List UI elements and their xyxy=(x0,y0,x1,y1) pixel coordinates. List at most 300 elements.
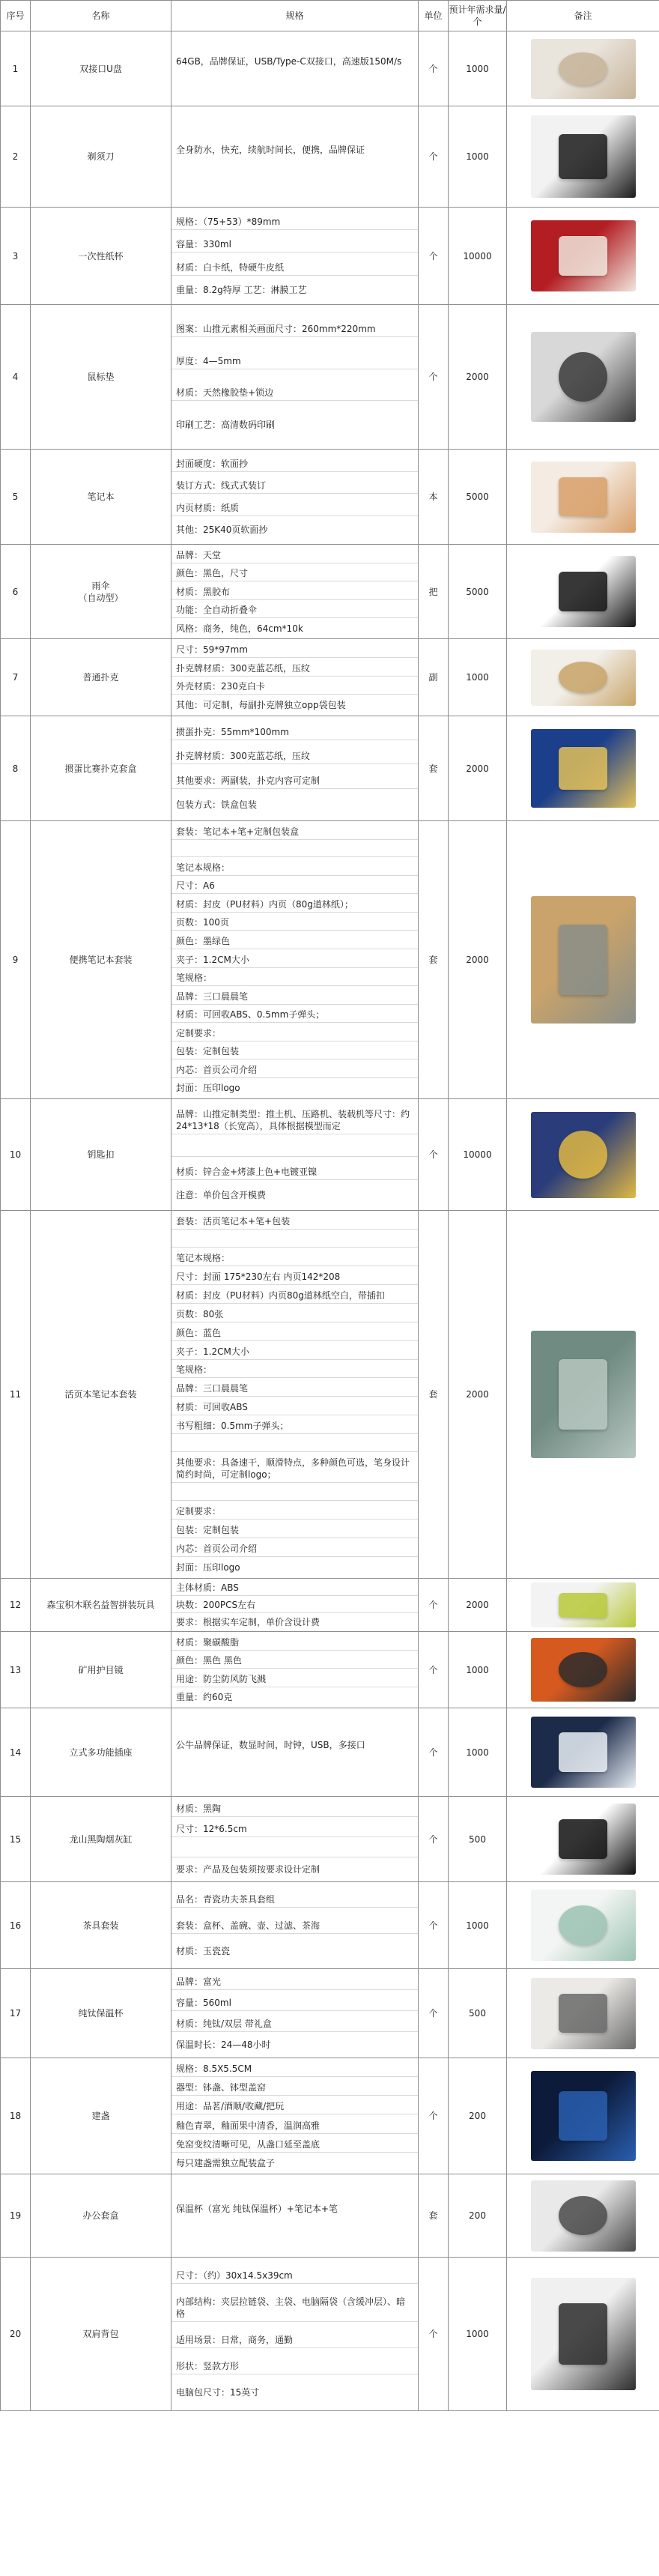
row-remark-image xyxy=(507,31,659,106)
row-name-text: 双接口U盘 xyxy=(79,63,122,74)
product-shape-icon xyxy=(559,2091,607,2141)
row-name-text: 剃须刀 xyxy=(87,151,115,162)
spec-line: 形状：竖款方形 xyxy=(171,2359,418,2374)
row-remark-image xyxy=(507,450,659,545)
row-remark-image xyxy=(507,821,659,1099)
spec-line: 重量：8.2g特厚 工艺：淋膜工艺 xyxy=(176,284,307,295)
spec-line: 笔规格： xyxy=(171,970,418,986)
spec-line: 容量：560ml xyxy=(171,1995,418,2011)
spec-line: 釉色青翠，釉面果中清香，温润高雅 xyxy=(171,2118,418,2134)
spec-line: 书写粗细：0.5mm子弹头； xyxy=(171,1418,418,1434)
product-shape-icon xyxy=(559,1131,607,1178)
row-seq: 3 xyxy=(1,208,31,305)
row-unit: 个 xyxy=(419,1099,449,1211)
row-qty: 500 xyxy=(449,1969,507,2058)
spec-line: 材质：封皮（PU材料）内页80g道林纸空白，带插扣 xyxy=(171,1288,418,1304)
row-qty: 1000 xyxy=(449,1708,507,1797)
header-remark: 备注 xyxy=(507,1,659,31)
paper-cup-photo xyxy=(531,220,636,291)
row-qty: 5000 xyxy=(449,450,507,545)
spec-line: 封面：压印logo xyxy=(176,1083,240,1094)
row-qty: 200 xyxy=(449,2058,507,2174)
table-row xyxy=(1,1099,659,1211)
row-name xyxy=(31,716,171,821)
product-shape-icon xyxy=(559,1732,607,1771)
goggles-photo xyxy=(531,1638,636,1702)
spec-line: 块数：200PCS左右 xyxy=(171,1597,418,1613)
header-spec: 规格 xyxy=(171,1,419,31)
spec-line: 扑克牌材质：300克蓝芯纸，压纹 xyxy=(171,749,418,764)
row-qty: 500 xyxy=(449,1797,507,1882)
row-unit: 套 xyxy=(419,2174,449,2258)
row-qty: 2000 xyxy=(449,305,507,450)
header-name: 名称 xyxy=(31,1,171,31)
row-name xyxy=(31,1882,171,1969)
header-qty: 预计年需求量/个 xyxy=(449,1,507,31)
spec-line: 其他：25K40页软面抄 xyxy=(176,524,268,536)
row-unit: 个 xyxy=(419,31,449,106)
row-name-text: 龙山黑陶烟灰缸 xyxy=(69,1833,133,1845)
row-spec xyxy=(171,1579,419,1632)
spec-line xyxy=(171,1437,418,1452)
spec-line: 功能：全自动折叠伞 xyxy=(171,602,418,618)
header-seq: 序号 xyxy=(1,1,31,31)
spec-line: 规格：8.5X5.5CM xyxy=(171,2061,418,2077)
spec-line: 外壳材质：230克白卡 xyxy=(171,679,418,695)
spec-line: 品牌：三口晨晨笔 xyxy=(171,989,418,1005)
product-shape-icon xyxy=(559,477,607,516)
spec-line: 封面硬度：软面抄 xyxy=(171,456,418,472)
row-seq: 16 xyxy=(1,1882,31,1969)
row-name-text: 鼠标垫 xyxy=(87,372,115,382)
product-shape-icon xyxy=(559,236,607,275)
row-name xyxy=(31,1632,171,1708)
spec-line: 规格：（75+53）*89mm xyxy=(171,214,418,230)
spec-line: 材质：聚碳酸脂 xyxy=(171,1635,418,1651)
row-name-text: 一次性纸杯 xyxy=(78,250,124,261)
spec-line: 品牌：富光 xyxy=(171,1974,418,1990)
row-seq: 17 xyxy=(1,1969,31,2058)
row-name-text: 活页本笔记本套装 xyxy=(64,1389,137,1400)
spec-line: 装订方式：线式式装订 xyxy=(171,478,418,494)
spec-line: 套装：盒杯、盖碗、壶、过滤、茶海 xyxy=(171,1918,418,1934)
spec-line: 其他要求：具备速干，顺滑特点，多种颜色可选，笔身设计简约时尚，可定制logo； xyxy=(171,1455,418,1483)
titanium-cup-photo xyxy=(531,1978,636,2049)
spec-line: 尺寸：（约）30x14.5x39cm xyxy=(171,2268,418,2284)
spec-line: 定制要求： xyxy=(171,1026,418,1041)
spec-line: 用途：防尘防风防飞溅 xyxy=(171,1672,418,1687)
row-spec xyxy=(171,450,419,545)
row-unit: 个 xyxy=(419,2258,449,2411)
spec-line: 尺寸：A6 xyxy=(171,878,418,894)
row-name xyxy=(31,1211,171,1579)
product-shape-icon xyxy=(559,925,607,995)
row-unit: 个 xyxy=(419,1579,449,1632)
row-qty: 10000 xyxy=(449,1099,507,1211)
row-name-text: 掼蛋比赛扑克套盒 xyxy=(64,763,137,774)
usb-drive-photo xyxy=(531,39,636,99)
table-row xyxy=(1,2058,659,2174)
row-remark-image xyxy=(507,2174,659,2258)
row-qty: 2000 xyxy=(449,716,507,821)
row-spec xyxy=(171,305,419,450)
row-name-text: 雨伞 （自动型） xyxy=(78,580,124,603)
row-name xyxy=(31,821,171,1099)
row-spec xyxy=(171,31,419,106)
spec-line: 印刷工艺：高清数码印刷 xyxy=(176,420,276,431)
row-remark-image xyxy=(507,208,659,305)
row-qty: 200 xyxy=(449,2174,507,2258)
row-seq: 8 xyxy=(1,716,31,821)
row-spec xyxy=(171,545,419,639)
row-remark-image xyxy=(507,305,659,450)
row-name xyxy=(31,2058,171,2174)
spec-line: 主体材质：ABS xyxy=(171,1580,418,1596)
jianzhan-bowl-photo xyxy=(531,2071,636,2161)
table-row xyxy=(1,1708,659,1797)
row-spec xyxy=(171,1969,419,2058)
product-shape-icon xyxy=(559,1359,607,1430)
row-unit: 个 xyxy=(419,1632,449,1708)
row-qty: 1000 xyxy=(449,2258,507,2411)
row-qty: 1000 xyxy=(449,1632,507,1708)
row-unit: 副 xyxy=(419,639,449,716)
row-qty: 2000 xyxy=(449,1579,507,1632)
row-seq: 12 xyxy=(1,1579,31,1632)
spec-line: 重量：约60克 xyxy=(176,1692,233,1703)
row-remark-image xyxy=(507,2058,659,2174)
spec-line xyxy=(171,1486,418,1501)
spec-line: 颜色：黑色，尺寸 xyxy=(171,566,418,581)
row-seq: 4 xyxy=(1,305,31,450)
row-spec xyxy=(171,2258,419,2411)
row-seq: 19 xyxy=(1,2174,31,2258)
spec-line: 每只建盏需独立配装盒子 xyxy=(176,2157,276,2168)
building-block-toy-photo xyxy=(531,1582,636,1627)
spec-line: 尺寸：59*97mm xyxy=(171,642,418,658)
table-row xyxy=(1,545,659,639)
spec-line: 注意：单价包含开模费 xyxy=(176,1190,267,1200)
spec-line: 材质：纯钛/双层 带礼盒 xyxy=(171,2016,418,2032)
row-spec xyxy=(171,106,419,208)
spec-line: 笔规格： xyxy=(171,1362,418,1378)
row-remark-image xyxy=(507,2258,659,2411)
spec-line: 材质：可回收ABS、0.5mm子弹头； xyxy=(171,1007,418,1023)
office-gift-box-photo xyxy=(531,2180,636,2252)
spec-line: 品牌：三口晨晨笔 xyxy=(171,1381,418,1397)
backpack-photo xyxy=(531,2278,636,2390)
row-name-text: 茶具套装 xyxy=(82,1920,119,1931)
spec-line: 材质：天然橡胶垫+锁边 xyxy=(171,385,418,401)
product-shape-icon xyxy=(559,2303,607,2365)
spec-line: 64GB，品牌保证，USB/Type-C双接口，高速版150M/s xyxy=(176,56,402,67)
row-unit: 套 xyxy=(419,821,449,1099)
row-name xyxy=(31,1969,171,2058)
row-name xyxy=(31,305,171,450)
spec-line: 掼蛋扑克：55mm*100mm xyxy=(171,725,418,740)
spec-line: 内芯：首页公司介绍 xyxy=(171,1062,418,1078)
spec-line: 材质：白卡纸，特硬牛皮纸 xyxy=(171,260,418,276)
row-seq: 11 xyxy=(1,1211,31,1579)
spec-line: 品名：青瓷功夫茶具套组 xyxy=(171,1892,418,1908)
table-row xyxy=(1,31,659,106)
row-unit: 本 xyxy=(419,450,449,545)
row-remark-image xyxy=(507,1099,659,1211)
row-unit: 个 xyxy=(419,1797,449,1882)
spec-line xyxy=(171,842,418,857)
spec-line: 要求：产品及包装须按要求设计定制 xyxy=(176,1863,321,1875)
spec-line: 免窑变纹清晰可见，从盏口延至盖底 xyxy=(171,2137,418,2153)
row-unit: 套 xyxy=(419,716,449,821)
spec-line: 风格：商务，纯色，64cm*10k xyxy=(176,623,303,634)
row-qty: 1000 xyxy=(449,639,507,716)
poker-cards-photo xyxy=(531,650,636,706)
row-seq: 18 xyxy=(1,2058,31,2174)
shaver-photo xyxy=(531,115,636,198)
row-unit: 个 xyxy=(419,208,449,305)
spec-line: 笔记本规格： xyxy=(171,860,418,876)
row-seq: 9 xyxy=(1,821,31,1099)
spec-line: 适用场景：日常，商务，通勤 xyxy=(171,2332,418,2348)
row-remark-image xyxy=(507,1211,659,1579)
spec-line: 内部结构：夹层拉链袋、主袋、电脑隔袋（含缓冲层）、暗格 xyxy=(171,2294,418,2322)
row-seq: 2 xyxy=(1,106,31,208)
spec-line: 材质：锌合金+烤漆上色+电镀亚镍 xyxy=(171,1164,418,1180)
product-shape-icon xyxy=(559,52,607,85)
spec-line: 公牛品牌保证，数显时间，时钟，USB，多接口 xyxy=(176,1740,365,1750)
spec-line: 其他要求：两副装，扑克内容可定制 xyxy=(171,773,418,789)
table-row xyxy=(1,1579,659,1632)
row-name-text: 笔记本 xyxy=(87,492,115,502)
spec-line: 封面：压印logo xyxy=(176,1561,240,1573)
row-name-text: 矿用护目镜 xyxy=(78,1664,124,1675)
row-seq: 14 xyxy=(1,1708,31,1797)
row-name xyxy=(31,31,171,106)
table-row xyxy=(1,1969,659,2058)
table-row xyxy=(1,2174,659,2258)
header-row xyxy=(1,1,659,31)
binder-notebook-photo xyxy=(531,1331,636,1458)
spec-line: 电脑包尺寸：15英寸 xyxy=(176,2387,260,2398)
product-shape-icon xyxy=(559,352,607,402)
row-name-text: 森宝积木联名益智拼装玩具 xyxy=(46,1600,155,1610)
row-qty: 10000 xyxy=(449,208,507,305)
product-shape-icon xyxy=(559,1593,607,1618)
row-name xyxy=(31,1099,171,1211)
spec-line: 保温时长：24—48小时 xyxy=(176,2040,271,2050)
row-unit: 个 xyxy=(419,1882,449,1969)
row-spec xyxy=(171,1708,419,1797)
row-remark-image xyxy=(507,716,659,821)
row-spec xyxy=(171,639,419,716)
row-remark-image xyxy=(507,545,659,639)
spec-line: 包装方式：铁盒包装 xyxy=(176,799,258,810)
spec-line: 页数：100页 xyxy=(171,915,418,931)
spec-line: 套装：活页笔记本+笔+包装 xyxy=(171,1214,418,1230)
row-name xyxy=(31,1708,171,1797)
row-unit: 套 xyxy=(419,1211,449,1579)
table-row xyxy=(1,716,659,821)
row-unit: 个 xyxy=(419,1708,449,1797)
product-shape-icon xyxy=(559,1652,607,1687)
spec-line xyxy=(171,1842,418,1857)
spec-line: 扑克牌材质：300克蓝芯纸，压纹 xyxy=(171,661,418,677)
spec-line: 材质：可回收ABS xyxy=(171,1400,418,1415)
spec-line xyxy=(171,1233,418,1248)
spec-line: 材质：黑陶 xyxy=(171,1801,418,1817)
row-seq: 10 xyxy=(1,1099,31,1211)
row-unit: 个 xyxy=(419,305,449,450)
row-remark-image xyxy=(507,1797,659,1882)
row-remark-image xyxy=(507,1882,659,1969)
row-remark-image xyxy=(507,1579,659,1632)
guandan-box-photo xyxy=(531,729,636,808)
table-row xyxy=(1,1797,659,1882)
tea-set-photo xyxy=(531,1890,636,1961)
spec-line: 定制要求： xyxy=(171,1504,418,1520)
ashtray-photo xyxy=(531,1803,636,1875)
row-spec xyxy=(171,2174,419,2258)
row-qty: 2000 xyxy=(449,1211,507,1579)
row-remark-image xyxy=(507,1708,659,1797)
notebook-photo xyxy=(531,462,636,533)
row-name xyxy=(31,1579,171,1632)
spec-line: 尺寸：封面 175*230左右 内页142*208 xyxy=(171,1269,418,1285)
spec-line: 器型：钵盏、钵型盖窑 xyxy=(171,2080,418,2096)
spec-line: 材质：黑胶布 xyxy=(171,584,418,600)
row-seq: 20 xyxy=(1,2258,31,2411)
row-spec xyxy=(171,716,419,821)
row-seq: 5 xyxy=(1,450,31,545)
row-name-text: 双肩背包 xyxy=(82,2329,119,2339)
product-shape-icon xyxy=(559,662,607,692)
spec-line: 图案：山推元素相关画面尺寸：260mm*220mm xyxy=(171,321,418,337)
row-seq: 6 xyxy=(1,545,31,639)
row-qty: 1000 xyxy=(449,106,507,208)
spec-line: 包装：定制包装 xyxy=(171,1044,418,1059)
row-spec xyxy=(171,208,419,305)
spec-line: 颜色：墨绿色 xyxy=(171,934,418,949)
table-row xyxy=(1,305,659,450)
row-qty: 5000 xyxy=(449,545,507,639)
table-row xyxy=(1,639,659,716)
product-shape-icon xyxy=(559,747,607,790)
row-name xyxy=(31,450,171,545)
table-row xyxy=(1,1632,659,1708)
spec-line: 包装：定制包装 xyxy=(171,1523,418,1538)
row-name xyxy=(31,106,171,208)
spec-line xyxy=(171,1142,418,1157)
spec-line: 颜色：蓝色 xyxy=(171,1325,418,1341)
product-shape-icon xyxy=(559,1819,607,1858)
spec-line: 内芯：首页公司介绍 xyxy=(171,1541,418,1557)
row-seq: 13 xyxy=(1,1632,31,1708)
row-name-text: 钥匙扣 xyxy=(87,1149,115,1160)
table-row xyxy=(1,208,659,305)
table-row xyxy=(1,1882,659,1969)
spec-line: 容量：330ml xyxy=(171,237,418,253)
table-row xyxy=(1,821,659,1099)
row-name xyxy=(31,545,171,639)
notebook-set-photo xyxy=(531,896,636,1024)
spec-line: 品牌：山推定制类型：推土机、压路机、装载机等尺寸：约24*13*18（长宽高），具体根据模型而定 xyxy=(171,1107,418,1134)
spec-line: 颜色：黑色 黑色 xyxy=(171,1653,418,1669)
spec-line: 夹子：1.2CM大小 xyxy=(171,1344,418,1360)
spec-line: 夹子：1.2CM大小 xyxy=(171,952,418,968)
row-seq: 15 xyxy=(1,1797,31,1882)
keychain-photo xyxy=(531,1112,636,1198)
row-name-text: 便携笔记本套装 xyxy=(69,955,133,965)
table-row xyxy=(1,450,659,545)
row-name-text: 建盏 xyxy=(91,2111,110,2121)
row-spec xyxy=(171,2058,419,2174)
row-unit: 个 xyxy=(419,106,449,208)
row-seq: 7 xyxy=(1,639,31,716)
row-remark-image xyxy=(507,639,659,716)
product-shape-icon xyxy=(559,2196,607,2235)
header-unit: 单位 xyxy=(419,1,449,31)
product-shape-icon xyxy=(559,134,607,180)
mouse-pad-photo xyxy=(531,332,636,422)
row-spec xyxy=(171,1632,419,1708)
spec-line: 全身防水，快充，续航时间长，便携，品牌保证 xyxy=(176,144,365,155)
spec-line: 品牌：天堂 xyxy=(171,548,418,563)
row-name-text: 普通扑克 xyxy=(82,672,119,683)
table-row xyxy=(1,106,659,208)
row-seq: 1 xyxy=(1,31,31,106)
row-remark-image xyxy=(507,1632,659,1708)
product-shape-icon xyxy=(559,1905,607,1944)
row-qty: 1000 xyxy=(449,31,507,106)
row-name-text: 立式多功能插座 xyxy=(69,1747,133,1758)
umbrella-photo xyxy=(531,556,636,627)
row-remark-image xyxy=(507,106,659,208)
row-spec xyxy=(171,1797,419,1882)
spec-line: 保温杯（富光 纯钛保温杯）+笔记本+笔 xyxy=(176,2203,338,2214)
spec-line: 用途：品茗/酒顺/收藏/把玩 xyxy=(171,2099,418,2114)
spec-line: 套装：笔记本+笔+定制包装盒 xyxy=(171,824,418,840)
row-qty: 1000 xyxy=(449,1882,507,1969)
spec-line: 要求：根据实车定制，单价含设计费 xyxy=(176,1617,321,1627)
row-spec xyxy=(171,821,419,1099)
spec-line: 页数：80张 xyxy=(171,1307,418,1322)
row-spec xyxy=(171,1211,419,1579)
row-qty: 2000 xyxy=(449,821,507,1099)
row-name xyxy=(31,2258,171,2411)
product-shape-icon xyxy=(559,1994,607,2033)
spec-line: 材质：玉瓷瓷 xyxy=(176,1945,231,1956)
row-unit: 个 xyxy=(419,1969,449,2058)
row-spec xyxy=(171,1099,419,1211)
row-name-text: 纯钛保温杯 xyxy=(78,2008,124,2019)
row-unit: 把 xyxy=(419,545,449,639)
row-name xyxy=(31,1797,171,1882)
spec-line: 尺寸：12*6.5cm xyxy=(171,1821,418,1837)
spec-line: 厚度：4—5mm xyxy=(171,354,418,369)
power-strip-photo xyxy=(531,1717,636,1788)
row-name-text: 办公套盒 xyxy=(82,2210,119,2221)
product-shape-icon xyxy=(559,572,607,611)
row-name xyxy=(31,208,171,305)
row-spec xyxy=(171,1882,419,1969)
spec-line: 材质：封皮（PU材料）内页（80g道林纸）； xyxy=(171,897,418,913)
spec-line: 笔记本规格： xyxy=(171,1251,418,1266)
table-row xyxy=(1,1211,659,1579)
row-name xyxy=(31,2174,171,2258)
spec-line: 其他：可定制，每副扑克牌独立opp袋包装 xyxy=(176,700,346,711)
table-row xyxy=(1,2258,659,2411)
row-name xyxy=(31,639,171,716)
